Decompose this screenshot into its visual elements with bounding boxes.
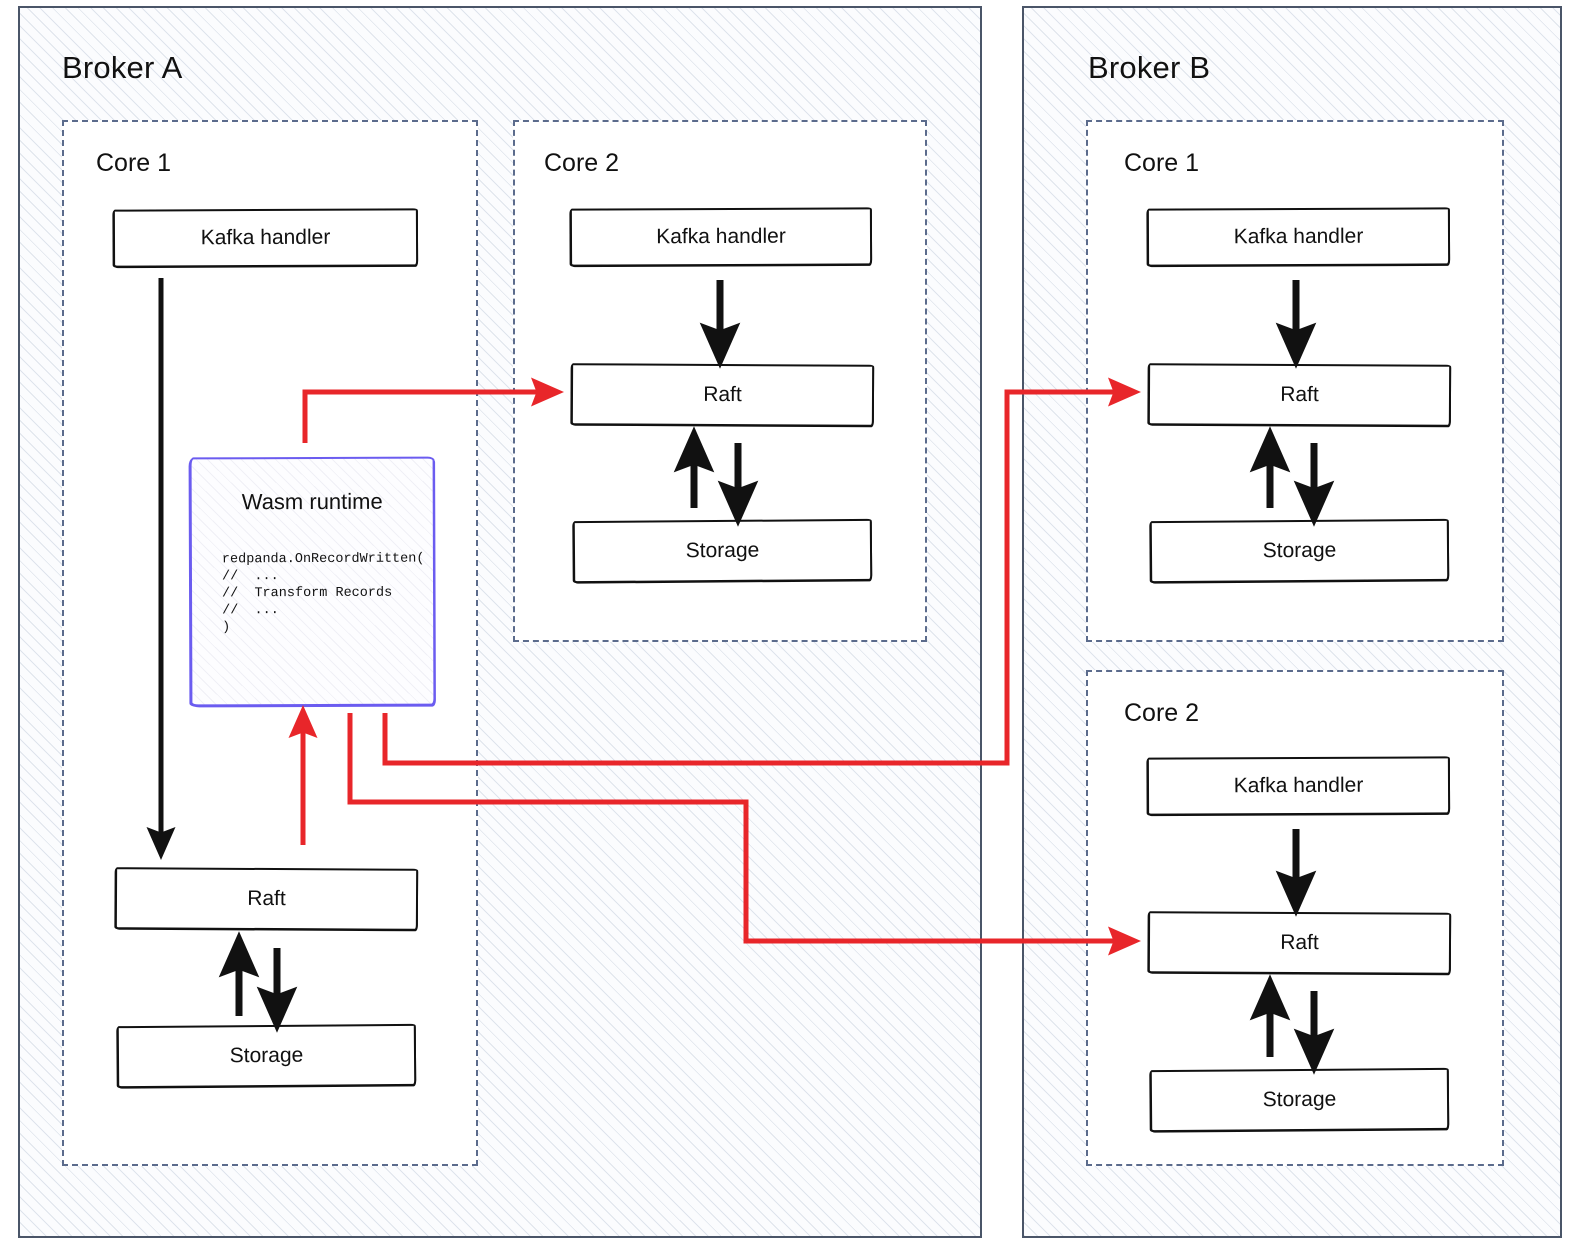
broker-b-core-2-raft: Raft <box>1148 911 1451 975</box>
wasm-runtime-panel <box>190 457 436 707</box>
broker-a-core-2-kafka-handler: Kafka handler <box>570 207 872 266</box>
broker-a-core-1-raft: Raft <box>115 867 418 931</box>
broker-a-core-1-kafka-handler: Kafka handler <box>113 208 418 267</box>
broker-b-core-1-title: Core 1 <box>1124 149 1200 177</box>
broker-b-title: Broker B <box>1088 50 1211 85</box>
broker-b-core-2-kafka-handler: Kafka handler <box>1147 756 1450 815</box>
broker-b-core-1-storage: Storage <box>1150 519 1449 583</box>
broker-a-core-2-title: Core 2 <box>544 149 620 177</box>
wasm-runtime-code: redpanda.OnRecordWritten( // ... // Transform Records // ... ) <box>221 551 425 636</box>
broker-a-title: Broker A <box>62 50 183 85</box>
broker-a-core-1-storage: Storage <box>117 1024 416 1088</box>
broker-a-core-2-raft: Raft <box>571 363 874 427</box>
wasm-runtime-title: Wasm runtime <box>241 488 383 515</box>
broker-b-core-1-raft: Raft <box>1148 363 1451 427</box>
broker-b-core-2-storage: Storage <box>1150 1068 1449 1132</box>
broker-a-core-2-storage: Storage <box>573 519 872 583</box>
broker-b-core-2-title: Core 2 <box>1124 699 1200 727</box>
broker-a-core-1-title: Core 1 <box>96 149 172 177</box>
broker-b-core-1-kafka-handler: Kafka handler <box>1147 207 1450 266</box>
